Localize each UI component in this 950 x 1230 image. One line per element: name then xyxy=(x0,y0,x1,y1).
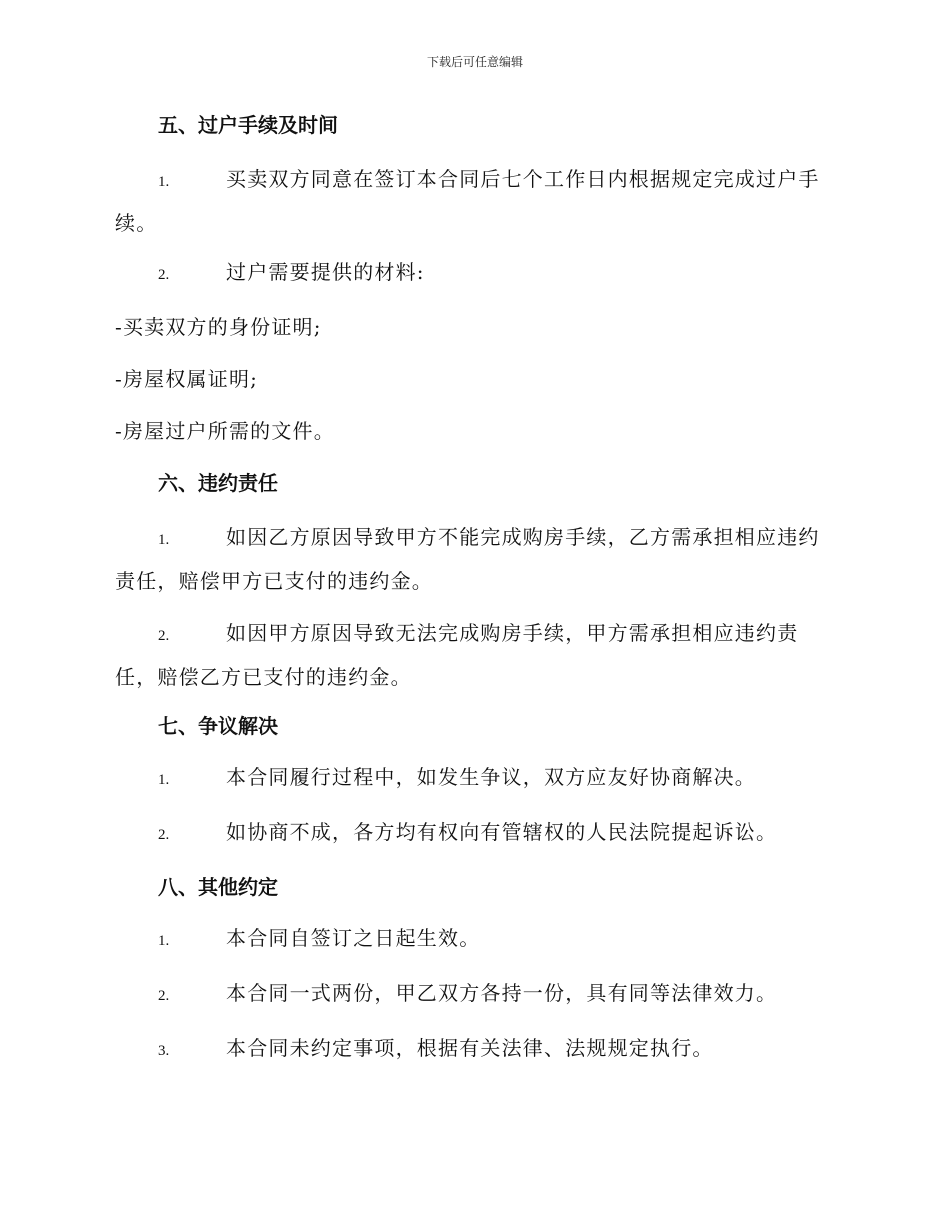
clause-paragraph xyxy=(115,976,835,1013)
clause-text: 过户需要提供的材料: xyxy=(226,260,425,284)
clause-text: 本合同未约定事项，根据有关法律、法规规定执行。 xyxy=(226,1036,714,1060)
material-list-item: -房屋权属证明; xyxy=(115,367,259,391)
document-body xyxy=(115,108,835,1086)
material-list-item: -买卖双方的身份证明; xyxy=(115,315,322,339)
clause-text: 如因甲方原因导致无法完成购房手续，甲方需承担相应违约责任，赔偿乙方已支付的违约金。 xyxy=(115,621,799,689)
clause-paragraph xyxy=(115,255,835,292)
clause-paragraph xyxy=(115,613,835,698)
clause-number: 3. xyxy=(158,1043,170,1059)
clause-number: 1. xyxy=(158,933,170,949)
material-list-item: -房屋过户所需的文件。 xyxy=(115,419,335,443)
clause-number: 2. xyxy=(158,628,170,644)
section-heading-dispute: 七、争议解决 xyxy=(158,714,278,738)
clause-paragraph xyxy=(115,517,835,602)
section-heading-liability: 六、违约责任 xyxy=(158,471,278,495)
clause-text: 本合同自签订之日起生效。 xyxy=(226,926,481,950)
clause-text: 买卖双方同意在签订本合同后七个工作日内根据规定完成过户手续。 xyxy=(115,167,820,235)
clause-text: 本合同履行过程中，如发生争议，双方应友好协商解决。 xyxy=(226,765,756,789)
clause-number: 1. xyxy=(158,772,170,788)
clause-number: 2. xyxy=(158,827,170,843)
clause-number: 2. xyxy=(158,267,170,283)
clause-number: 1. xyxy=(158,532,170,548)
clause-paragraph xyxy=(115,1031,835,1068)
section-heading-transfer: 五、过户手续及时间 xyxy=(158,113,338,137)
clause-text: 如因乙方原因导致甲方不能完成购房手续，乙方需承担相应违约责任，赔偿甲方已支付的违约金。 xyxy=(115,525,820,593)
clause-text: 本合同一式两份，甲乙双方各持一份，具有同等法律效力。 xyxy=(226,981,778,1005)
clause-paragraph xyxy=(115,815,835,852)
section-heading-other: 八、其他约定 xyxy=(158,875,278,899)
clause-number: 1. xyxy=(158,174,170,190)
clause-paragraph xyxy=(115,159,835,244)
clause-paragraph xyxy=(115,760,835,797)
clause-number: 2. xyxy=(158,988,170,1004)
clause-text: 如协商不成，各方均有权向有管辖权的人民法院提起诉讼。 xyxy=(226,820,778,844)
clause-paragraph xyxy=(115,921,835,958)
page-header: 下载后可任意编辑 xyxy=(426,55,523,69)
